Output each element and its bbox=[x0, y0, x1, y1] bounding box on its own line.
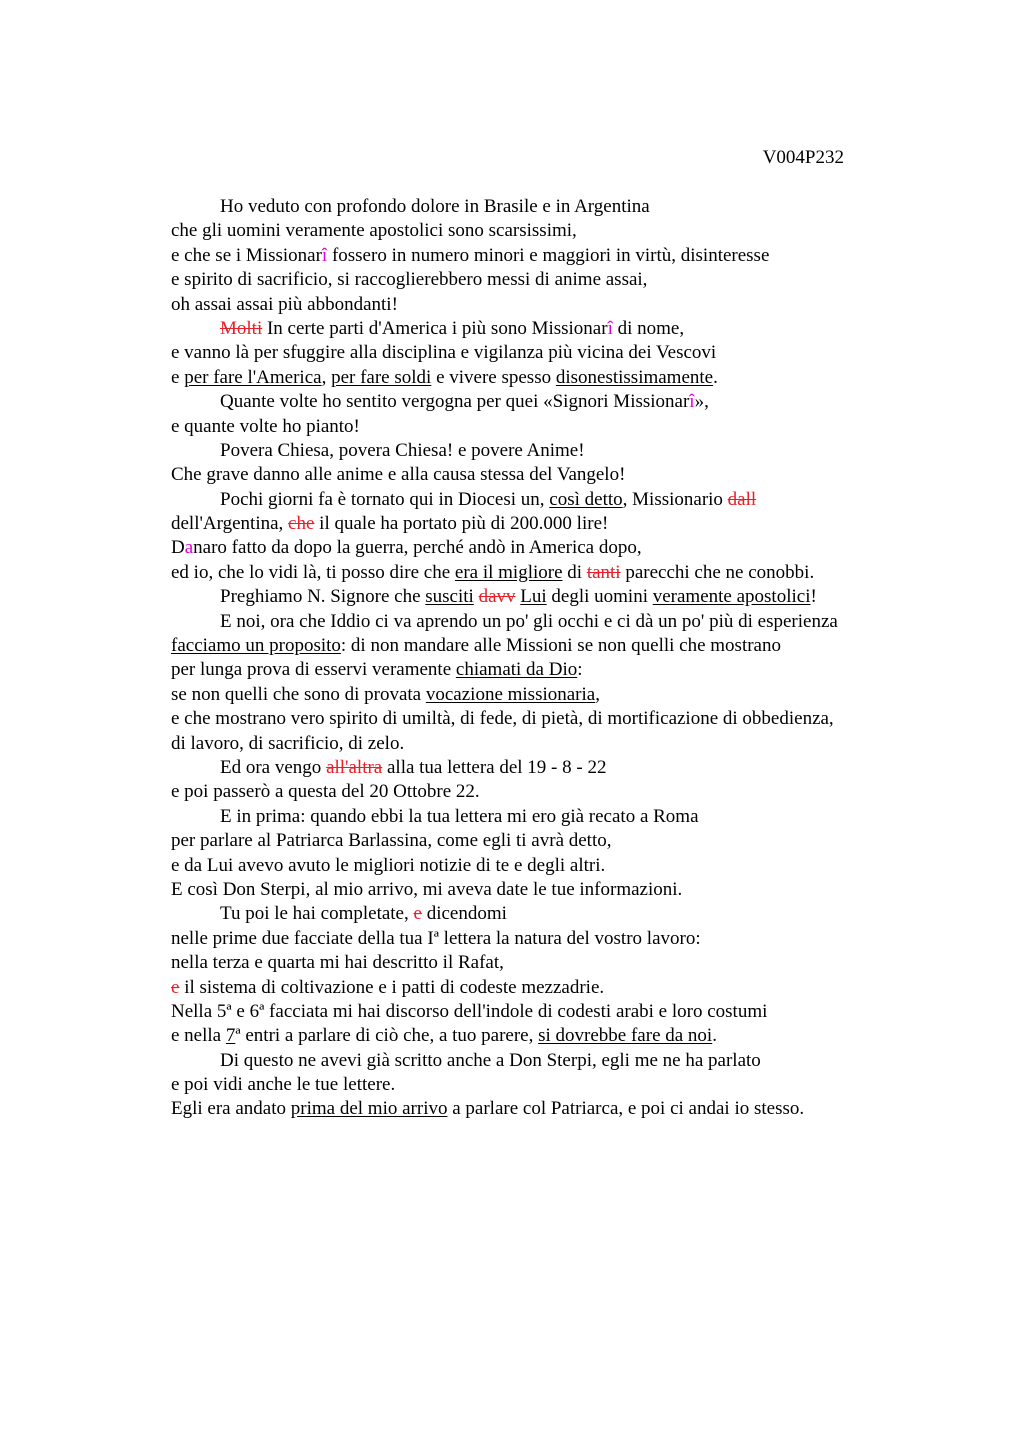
text-segment: alla tua lettera del 19 - 8 - 22 bbox=[382, 756, 607, 778]
text-line bbox=[171, 780, 931, 804]
text-line bbox=[171, 293, 931, 317]
text-line bbox=[171, 1000, 931, 1024]
text-segment: di lavoro, di sacrificio, di zelo. bbox=[171, 732, 405, 754]
text-line bbox=[171, 244, 931, 268]
text-segment: Preghiamo N. Signore che bbox=[220, 586, 426, 608]
text-segment: , Missionario bbox=[622, 488, 728, 510]
text-line bbox=[171, 488, 931, 512]
inserted-character: î bbox=[689, 391, 695, 413]
text-line bbox=[171, 415, 931, 439]
text-segment: dell'Argentina, bbox=[171, 513, 289, 535]
text-segment: e poi vidi anche le tue lettere. bbox=[171, 1074, 396, 1096]
text-segment: oh assai assai più abbondanti! bbox=[171, 293, 398, 315]
underlined-text: si dovrebbe fare da noi bbox=[538, 1025, 713, 1047]
deleted-text: tanti bbox=[586, 561, 621, 583]
text-segment: ª entri a parlare di ciò che, a tuo parere, bbox=[235, 1025, 539, 1047]
text-segment: di bbox=[562, 561, 587, 583]
deleted-text: dall bbox=[727, 488, 757, 510]
underlined-text: 7 bbox=[225, 1025, 236, 1047]
text-line bbox=[171, 1097, 931, 1121]
underlined-text: vocazione missionaria bbox=[425, 683, 596, 705]
text-segment: Tu poi le hai completate, bbox=[220, 903, 414, 925]
text-segment: D bbox=[171, 537, 185, 559]
text-line bbox=[171, 829, 931, 853]
text-segment: Ed ora vengo bbox=[220, 756, 327, 778]
text-line bbox=[171, 634, 931, 658]
letter-body bbox=[171, 195, 931, 1122]
text-line bbox=[171, 439, 931, 463]
text-line bbox=[171, 390, 931, 414]
text-segment: il sistema di coltivazione e i patti di codeste mezzadrie. bbox=[179, 976, 605, 998]
text-line bbox=[171, 732, 931, 756]
text-segment: il quale ha portato più di 200.000 lire! bbox=[314, 513, 609, 535]
deleted-text: che bbox=[288, 513, 315, 535]
text-segment: Che grave danno alle anime e alla causa stessa del Vangelo! bbox=[171, 464, 626, 486]
text-segment: dicendomi bbox=[421, 903, 507, 925]
text-line bbox=[171, 610, 931, 634]
text-segment: e vanno là per sfuggire alla disciplina e vigilanza più vicina dei Vescovi bbox=[171, 342, 717, 364]
text-line bbox=[171, 317, 931, 341]
text-line bbox=[171, 585, 931, 609]
underlined-text: susciti bbox=[425, 586, 474, 608]
text-line bbox=[171, 512, 931, 536]
page-reference-code: V004P232 bbox=[762, 147, 844, 168]
underlined-text: disonestissimamente bbox=[555, 366, 714, 388]
text-segment: ed io, che lo vidi là, ti posso dire che bbox=[171, 561, 455, 583]
text-segment: Povera Chiesa, povera Chiesa! e povere Anime! bbox=[220, 439, 585, 461]
underlined-text: per fare soldi bbox=[331, 366, 432, 388]
text-line bbox=[171, 927, 931, 951]
text-line bbox=[171, 1049, 931, 1073]
text-line bbox=[171, 463, 931, 487]
text-segment: , bbox=[321, 366, 332, 388]
text-segment: che gli uomini veramente apostolici sono scarsissimi, bbox=[171, 220, 577, 242]
text-segment: fossero in numero minori e maggiori in virtù, disinteresse bbox=[327, 244, 770, 266]
text-segment: Pochi giorni fa è tornato qui in Diocesi un, bbox=[220, 488, 550, 510]
text-segment: ! bbox=[810, 586, 817, 608]
text-line bbox=[171, 756, 931, 780]
text-line bbox=[171, 536, 931, 560]
text-segment: di nome, bbox=[612, 317, 685, 339]
text-segment: : bbox=[577, 659, 583, 681]
text-line bbox=[171, 1024, 931, 1048]
text-segment: a parlare col Patriarca, e poi ci andai io stesso. bbox=[447, 1098, 805, 1120]
inserted-character: î bbox=[321, 244, 328, 266]
text-segment: : di non mandare alle Missioni se non quelli che mostrano bbox=[340, 635, 781, 657]
deleted-text: Molti bbox=[220, 317, 263, 339]
text-segment: per parlare al Patriarca Barlassina, come egli ti avrà detto, bbox=[171, 830, 612, 852]
text-line bbox=[171, 341, 931, 365]
text-line bbox=[171, 951, 931, 975]
text-segment: e che se i Missionar bbox=[171, 244, 322, 266]
text-segment: e poi passerò a questa del 20 Ottobre 22. bbox=[171, 781, 480, 803]
text-segment: E così Don Sterpi, al mio arrivo, mi aveva date le tue informazioni. bbox=[171, 878, 683, 900]
inserted-character: a bbox=[184, 537, 194, 559]
text-line bbox=[171, 805, 931, 829]
deleted-text: davv bbox=[478, 586, 516, 608]
text-segment: In certe parti d'America i più sono Missionar bbox=[262, 317, 608, 339]
text-line bbox=[171, 219, 931, 243]
text-segment: Quante volte ho sentito vergogna per quei «Signori Missionar bbox=[220, 391, 690, 413]
text-line bbox=[171, 195, 931, 219]
text-segment: E in prima: quando ebbi la tua lettera mi ero già recato a Roma bbox=[220, 805, 699, 827]
text-line bbox=[171, 658, 931, 682]
inserted-character: î bbox=[607, 317, 613, 339]
text-segment: e vivere spesso bbox=[431, 366, 556, 388]
text-segment: e quante volte ho pianto! bbox=[171, 415, 360, 437]
text-segment: Nella 5ª e 6ª facciata mi hai discorso dell'indole di codesti arabi e loro costumi bbox=[171, 1000, 768, 1022]
text-segment: E noi, ora che Iddio ci va aprendo un po' gli occhi e ci dà un po' più di esperienza bbox=[220, 610, 838, 632]
text-segment: parecchi che ne conobbi. bbox=[620, 561, 815, 583]
underlined-text: facciamo un proposito bbox=[171, 635, 341, 657]
deleted-text: all'altra bbox=[326, 756, 383, 778]
text-segment: e spirito di sacrificio, si raccoglierebbero messi di anime assai, bbox=[171, 269, 648, 291]
text-segment: Ho veduto con profondo dolore in Brasile e in Argentina bbox=[220, 196, 650, 217]
text-segment: », bbox=[694, 391, 709, 413]
text-segment: nelle prime due facciate della tua Iª lettera la natura del vostro lavoro: bbox=[171, 927, 701, 949]
text-segment: per lunga prova di esservi veramente bbox=[171, 659, 456, 681]
text-segment: e che mostrano vero spirito di umiltà, di fede, di pietà, di mortificazione di obbedienza, bbox=[171, 708, 834, 730]
text-segment: . bbox=[712, 1025, 717, 1047]
text-line bbox=[171, 976, 931, 1000]
deleted-text: e bbox=[413, 903, 422, 925]
text-line bbox=[171, 366, 931, 390]
text-segment: se non quelli che sono di provata bbox=[171, 683, 426, 705]
text-segment: . bbox=[713, 366, 718, 388]
underlined-text: così detto bbox=[549, 488, 623, 510]
text-segment: naro fatto da dopo la guerra, perché andò in America dopo, bbox=[193, 537, 642, 559]
text-segment: degli uomini bbox=[546, 586, 653, 608]
text-line bbox=[171, 902, 931, 926]
text-line bbox=[171, 268, 931, 292]
text-segment: e nella bbox=[171, 1025, 226, 1047]
text-segment: e da Lui avevo avuto le migliori notizie di te e degli altri. bbox=[171, 854, 606, 876]
text-segment: nella terza e quarta mi hai descritto il Rafat, bbox=[171, 952, 504, 974]
text-line bbox=[171, 561, 931, 585]
text-line bbox=[171, 878, 931, 902]
underlined-text: prima del mio arrivo bbox=[290, 1098, 448, 1120]
underlined-text: chiamati da Dio bbox=[455, 659, 578, 681]
text-segment: Di questo ne avevi già scritto anche a Don Sterpi, egli me ne ha parlato bbox=[220, 1049, 761, 1071]
underlined-text: era il migliore bbox=[454, 561, 563, 583]
text-segment: , bbox=[595, 683, 600, 705]
deleted-text: e bbox=[171, 976, 180, 998]
underlined-text: Lui bbox=[520, 586, 547, 608]
text-line bbox=[171, 707, 931, 731]
text-line bbox=[171, 854, 931, 878]
text-line bbox=[171, 683, 931, 707]
text-segment: e bbox=[171, 366, 185, 388]
underlined-text: per fare l'America bbox=[184, 366, 322, 388]
text-line bbox=[171, 1073, 931, 1097]
text-segment: Egli era andato bbox=[171, 1098, 291, 1120]
underlined-text: veramente apostolici bbox=[652, 586, 811, 608]
